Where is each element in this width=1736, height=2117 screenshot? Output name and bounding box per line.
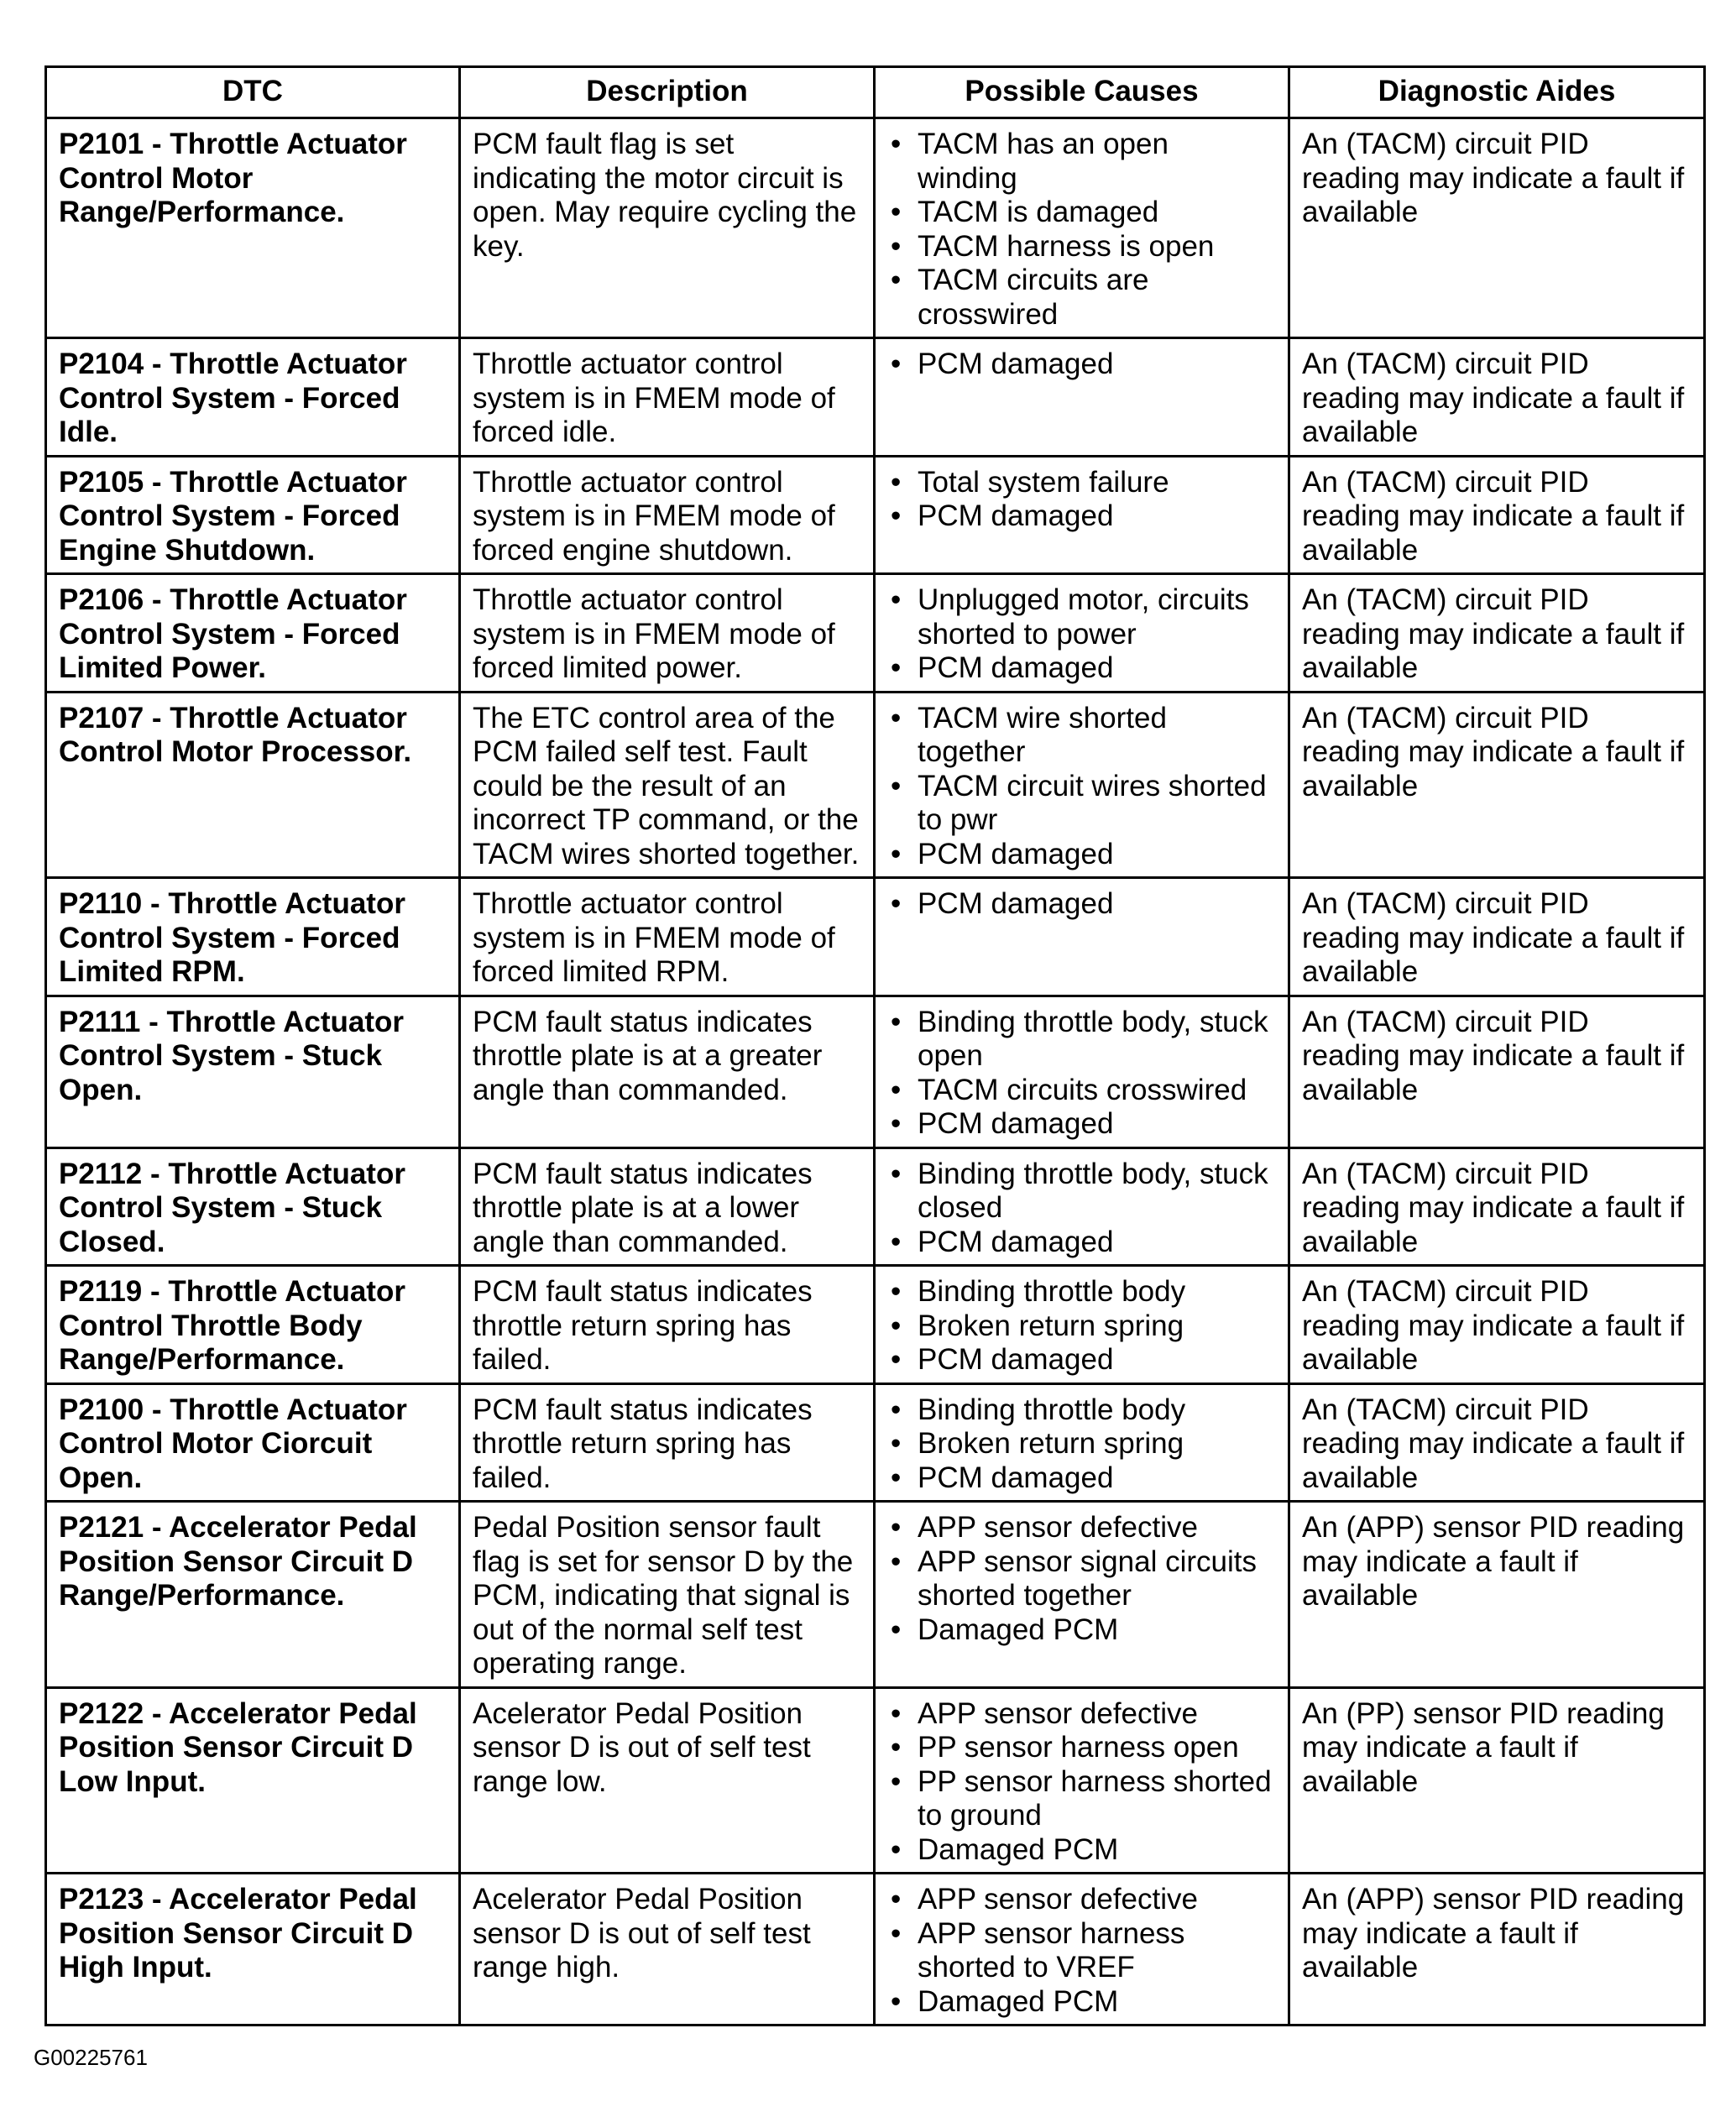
cause-list-item: • APP sensor defective: [887, 1511, 1276, 1545]
diagnostic-aides-cell: An (TACM) circuit PID reading may indicate a fault if available: [1289, 1147, 1705, 1266]
possible-causes-cell: [875, 996, 1289, 1147]
causes-list: [887, 128, 1276, 332]
dtc-cell: P2106 - Throttle Actuator Control System - Forced Limited Power.: [46, 574, 460, 693]
cause-list-item: • PCM damaged: [887, 1107, 1276, 1142]
description-cell: The ETC control area of the PCM failed self test. Fault could be the result of an incorrect TP command, or the TACM wires shorted together.: [460, 692, 875, 878]
description-cell: Throttle actuator control system is in FMEM mode of forced engine shutdown.: [460, 456, 875, 574]
description-cell: PCM fault status indicates throttle plate is at a greater angle than commanded.: [460, 996, 875, 1147]
table-row: [46, 878, 1705, 996]
cause-list-item: • TACM is damaged: [887, 196, 1276, 230]
cause-list-item: • PCM damaged: [887, 499, 1276, 534]
diagnostic-aides-cell: An (TACM) circuit PID reading may indicate a fault if available: [1289, 338, 1705, 457]
causes-list: [887, 1697, 1276, 1868]
possible-causes-cell: [875, 1502, 1289, 1688]
cause-list-item: • PCM damaged: [887, 1461, 1276, 1496]
table-body: [46, 118, 1705, 2026]
dtc-cell: P2119 - Throttle Actuator Control Throttle Body Range/Performance.: [46, 1266, 460, 1384]
possible-causes-cell: [875, 1147, 1289, 1266]
diagnostic-aides-cell: An (TACM) circuit PID reading may indicate a fault if available: [1289, 574, 1705, 693]
cause-list-item: • Damaged PCM: [887, 1833, 1276, 1868]
dtc-cell: P2123 - Accelerator Pedal Position Sensor Circuit D High Input.: [46, 1874, 460, 2026]
cause-list-item: • PP sensor harness open: [887, 1731, 1276, 1765]
causes-list: [887, 1511, 1276, 1647]
diagnostic-aides-cell: An (APP) sensor PID reading may indicate a fault if available: [1289, 1502, 1705, 1688]
causes-list: [887, 1393, 1276, 1496]
table-row: [46, 1502, 1705, 1688]
header-description: Description: [460, 67, 875, 118]
dtc-cell: P2111 - Throttle Actuator Control System - Stuck Open.: [46, 996, 460, 1147]
cause-list-item: • APP sensor harness shorted to VREF: [887, 1917, 1276, 1985]
header-possible-causes: Possible Causes: [875, 67, 1289, 118]
dtc-table: [44, 65, 1706, 2026]
cause-list-item: • PCM damaged: [887, 1343, 1276, 1377]
cause-list-item: • APP sensor defective: [887, 1883, 1276, 1917]
possible-causes-cell: [875, 1874, 1289, 2026]
possible-causes-cell: [875, 1266, 1289, 1384]
cause-list-item: • Binding throttle body, stuck closed: [887, 1158, 1276, 1226]
description-cell: Acelerator Pedal Position sensor D is out of self test range high.: [460, 1874, 875, 2026]
cause-list-item: • TACM circuits crosswired: [887, 1074, 1276, 1108]
causes-list: [887, 1158, 1276, 1260]
table-row: [46, 338, 1705, 457]
table-row: [46, 118, 1705, 338]
dtc-cell: P2105 - Throttle Actuator Control System - Forced Engine Shutdown.: [46, 456, 460, 574]
causes-list: [887, 702, 1276, 872]
table-row: [46, 1266, 1705, 1384]
table-row: [46, 1874, 1705, 2026]
diagnostic-aides-cell: An (TACM) circuit PID reading may indicate a fault if available: [1289, 1266, 1705, 1384]
dtc-cell: P2107 - Throttle Actuator Control Motor Processor.: [46, 692, 460, 878]
causes-list: [887, 1275, 1276, 1377]
causes-list: [887, 348, 1276, 382]
cause-list-item: • PCM damaged: [887, 838, 1276, 872]
cause-list-item: • Damaged PCM: [887, 1613, 1276, 1648]
table-row: [46, 1687, 1705, 1874]
cause-list-item: • PCM damaged: [887, 1226, 1276, 1260]
dtc-cell: P2100 - Throttle Actuator Control Motor Ciorcuit Open.: [46, 1383, 460, 1502]
possible-causes-cell: [875, 1687, 1289, 1874]
description-cell: Throttle actuator control system is in FMEM mode of forced idle.: [460, 338, 875, 457]
header-diagnostic-aides: Diagnostic Aides: [1289, 67, 1705, 118]
possible-causes-cell: [875, 1383, 1289, 1502]
table-row: [46, 574, 1705, 693]
cause-list-item: • Unplugged motor, circuits shorted to power: [887, 583, 1276, 651]
cause-list-item: • Binding throttle body: [887, 1275, 1276, 1309]
cause-list-item: • APP sensor defective: [887, 1697, 1276, 1732]
diagnostic-aides-cell: An (TACM) circuit PID reading may indicate a fault if available: [1289, 878, 1705, 996]
possible-causes-cell: [875, 878, 1289, 996]
diagnostic-aides-cell: An (TACM) circuit PID reading may indicate a fault if available: [1289, 996, 1705, 1147]
diagnostic-aides-cell: An (TACM) circuit PID reading may indicate a fault if available: [1289, 1383, 1705, 1502]
table-row: [46, 996, 1705, 1147]
causes-list: [887, 887, 1276, 922]
diagnostic-aides-cell: An (APP) sensor PID reading may indicate a fault if available: [1289, 1874, 1705, 2026]
description-cell: Pedal Position sensor fault flag is set for sensor D by the PCM, indicating that signal is out of the normal self test operating range.: [460, 1502, 875, 1688]
cause-list-item: • Broken return spring: [887, 1427, 1276, 1461]
causes-list: [887, 1006, 1276, 1142]
possible-causes-cell: [875, 338, 1289, 457]
diagnostic-aides-cell: An (TACM) circuit PID reading may indicate a fault if available: [1289, 692, 1705, 878]
dtc-cell: P2112 - Throttle Actuator Control System - Stuck Closed.: [46, 1147, 460, 1266]
causes-list: [887, 583, 1276, 686]
cause-list-item: • PCM damaged: [887, 651, 1276, 686]
description-cell: PCM fault status indicates throttle plate is at a lower angle than commanded.: [460, 1147, 875, 1266]
header-dtc: DTC: [46, 67, 460, 118]
dtc-cell: P2101 - Throttle Actuator Control Motor Range/Performance.: [46, 118, 460, 338]
cause-list-item: • PP sensor harness shorted to ground: [887, 1765, 1276, 1833]
diagnostic-aides-cell: An (PP) sensor PID reading may indicate a fault if available: [1289, 1687, 1705, 1874]
figure-code: G00225761: [34, 2045, 148, 2070]
description-cell: Throttle actuator control system is in FMEM mode of forced limited RPM.: [460, 878, 875, 996]
cause-list-item: • Broken return spring: [887, 1309, 1276, 1344]
dtc-cell: P2104 - Throttle Actuator Control System - Forced Idle.: [46, 338, 460, 457]
cause-list-item: • TACM circuit wires shorted to pwr: [887, 770, 1276, 838]
table-row: [46, 456, 1705, 574]
causes-list: [887, 1883, 1276, 2019]
table-header-row: [46, 67, 1705, 118]
cause-list-item: • PCM damaged: [887, 348, 1276, 382]
cause-list-item: • APP sensor signal circuits shorted together: [887, 1545, 1276, 1613]
cause-list-item: • TACM harness is open: [887, 230, 1276, 264]
dtc-cell: P2121 - Accelerator Pedal Position Sensor Circuit D Range/Performance.: [46, 1502, 460, 1688]
cause-list-item: • Total system failure: [887, 466, 1276, 500]
cause-list-item: • TACM has an open winding: [887, 128, 1276, 196]
cause-list-item: • Binding throttle body, stuck open: [887, 1006, 1276, 1074]
possible-causes-cell: [875, 118, 1289, 338]
description-cell: PCM fault status indicates throttle return spring has failed.: [460, 1266, 875, 1384]
possible-causes-cell: [875, 574, 1289, 693]
possible-causes-cell: [875, 692, 1289, 878]
dtc-cell: P2122 - Accelerator Pedal Position Sensor Circuit D Low Input.: [46, 1687, 460, 1874]
cause-list-item: • Damaged PCM: [887, 1985, 1276, 2020]
cause-list-item: • Binding throttle body: [887, 1393, 1276, 1428]
table-row: [46, 1147, 1705, 1266]
cause-list-item: • TACM circuits are crosswired: [887, 264, 1276, 332]
description-cell: PCM fault flag is set indicating the motor circuit is open. May require cycling the key.: [460, 118, 875, 338]
diagnostic-aides-cell: An (TACM) circuit PID reading may indicate a fault if available: [1289, 456, 1705, 574]
dtc-cell: P2110 - Throttle Actuator Control System - Forced Limited RPM.: [46, 878, 460, 996]
description-cell: PCM fault status indicates throttle return spring has failed.: [460, 1383, 875, 1502]
cause-list-item: • PCM damaged: [887, 887, 1276, 922]
causes-list: [887, 466, 1276, 534]
description-cell: Throttle actuator control system is in FMEM mode of forced limited power.: [460, 574, 875, 693]
cause-list-item: • TACM wire shorted together: [887, 702, 1276, 770]
description-cell: Acelerator Pedal Position sensor D is out of self test range low.: [460, 1687, 875, 1874]
diagnostic-aides-cell: An (TACM) circuit PID reading may indicate a fault if available: [1289, 118, 1705, 338]
table-row: [46, 692, 1705, 878]
possible-causes-cell: [875, 456, 1289, 574]
table-row: [46, 1383, 1705, 1502]
